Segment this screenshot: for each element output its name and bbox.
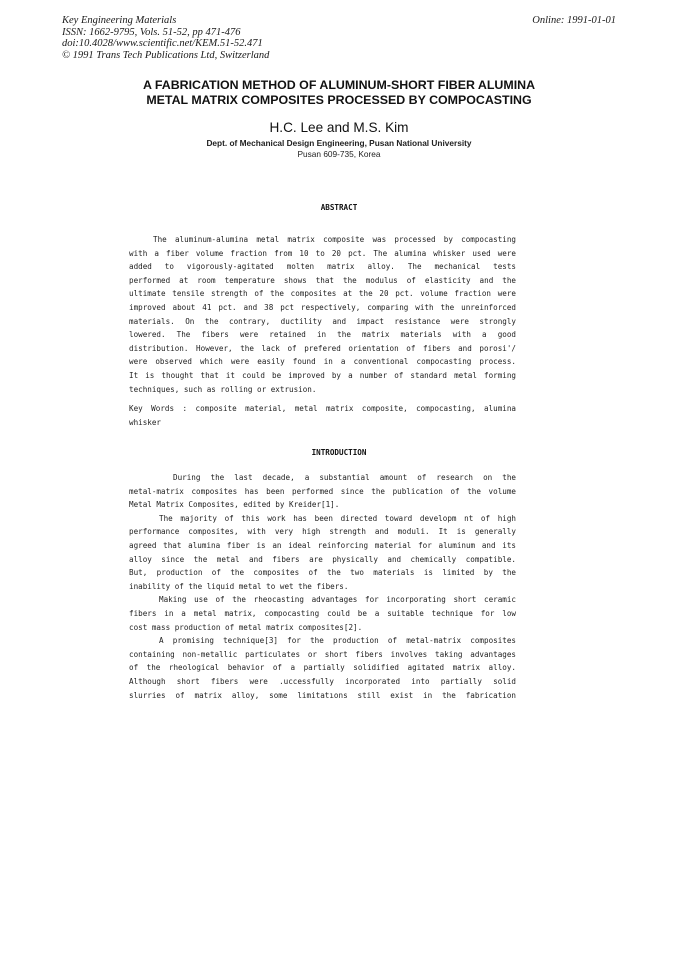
intro-line: cost mass production of metal matrix composites[2]. xyxy=(129,622,363,632)
journal-name: Key Engineering Materials xyxy=(62,15,177,26)
online-date: Online: 1991-01-01 xyxy=(532,15,616,26)
intro-line: inability of the liquid metal to wet the fibers. xyxy=(129,581,349,591)
intro-line: slurries of matrix alloy, some limitatıons still exist in the fabrication xyxy=(129,690,516,700)
intro-line: But, production of the composites of the two materials is limited by the xyxy=(129,568,516,578)
intro-line: Although short fibers were .uccessfully incorporated into partially solid xyxy=(129,676,516,686)
keywords-line: whisker xyxy=(129,417,162,427)
authors: H.C. Lee and M.S. Kim xyxy=(269,120,409,135)
intro-line: During the last decade, a substantial amount of research on the xyxy=(173,473,516,482)
intro-line: alloy since the metal and fibers are physically and chemically compatible. xyxy=(129,554,516,564)
abstract-line: The aluminum-alumina metal matrix composite was processed by compocasting xyxy=(153,235,516,244)
intro-line: Metal Matrix Composites, edited by Kreider[1]. xyxy=(129,500,340,510)
abstract-line: lowered. The fibers were retained in the matrix materials with a good xyxy=(129,330,516,340)
title-line: METAL MATRIX COMPOSITES PROCESSED BY COMPOCASTING xyxy=(146,93,532,107)
affiliation-address: Pusan 609-735, Korea xyxy=(297,148,381,159)
abstract-line: improved about 41 pct. and 38 pct respectively, comparing with the unreinforced xyxy=(129,302,516,312)
intro-line: A promising technique[3] for the production of metal-matrix composites xyxy=(159,636,516,646)
abstract-line: It is thought that it could be improved by a number of standard metal forming xyxy=(129,370,516,380)
abstract-line: ultimate tensile strength of the composites at the 20 pct. volume fraction were xyxy=(129,289,516,299)
journal-issn: ISSN: 1662-9795, Vols. 51-52, pp 471-476 xyxy=(62,26,241,38)
abstract-heading: ABSTRACT xyxy=(320,203,358,212)
abstract-line: added to vigorously-agitated molten matrix alloy. The mechanical tests xyxy=(129,262,516,272)
intro-line: containing non-metallic particulates or short fibers involves taking advantages xyxy=(129,649,516,659)
keywords-line: Key Words : composite material, metal matrix composite, compocasting, alumina xyxy=(129,404,516,413)
affiliation-dept: Dept. of Mechanical Design Engineering, Pusan National University xyxy=(206,138,472,148)
journal-copyright: © 1991 Trans Tech Publications Ltd, Switzerland xyxy=(62,49,270,61)
intro-line: fibers in a metal matrix, compocasting could be a suitable technique for low xyxy=(129,608,516,618)
paper-title xyxy=(0,78,678,108)
title-line: A FABRICATION METHOD OF ALUMINUM-SHORT FIBER ALUMINA xyxy=(142,78,536,92)
affiliation xyxy=(0,138,678,159)
intro-line: of the rheological behavior of a partially solidified agitated matrix alloy. xyxy=(129,663,516,673)
abstract-line: performed at room temperature shows that the modulus of elasticity and the xyxy=(129,275,516,285)
introduction-heading: INTRODUCTION xyxy=(311,448,367,457)
abstract-line: distribution. However, the lack of prefered orientation of fibers and porosi'/ xyxy=(129,343,516,353)
abstract-line: were observed which were easily found in a conventional compocasting process. xyxy=(129,357,516,367)
intro-line: agreed that alumina fiber is an ideal reinforcing material for aluminum and its xyxy=(129,540,516,550)
intro-line: metal-matrix composites has been performed since the publication of the volume xyxy=(129,486,516,496)
journal-info xyxy=(62,15,269,61)
intro-line: Making use of the rheocasting advantages for incorporating short ceramic xyxy=(159,595,516,605)
keywords xyxy=(129,402,516,429)
abstract-line: techniques, such as rolling or extrusion. xyxy=(129,384,317,394)
abstract-body xyxy=(129,233,516,396)
introduction-body xyxy=(129,471,516,702)
intro-line: The majority of this work has been directed toward developm nt of high xyxy=(159,513,516,523)
journal-doi: doi:10.4028/www.scientific.net/KEM.51-52.471 xyxy=(62,38,263,50)
intro-line: performance composites, with very high strength and moduli. It is generally xyxy=(129,527,516,537)
abstract-line: materials. On the contrary, ductility and impact resistance were strongly xyxy=(129,316,516,326)
abstract-line: with a fiber volume fraction from 10 to 20 pct. The alumina whisker used were xyxy=(129,248,516,258)
